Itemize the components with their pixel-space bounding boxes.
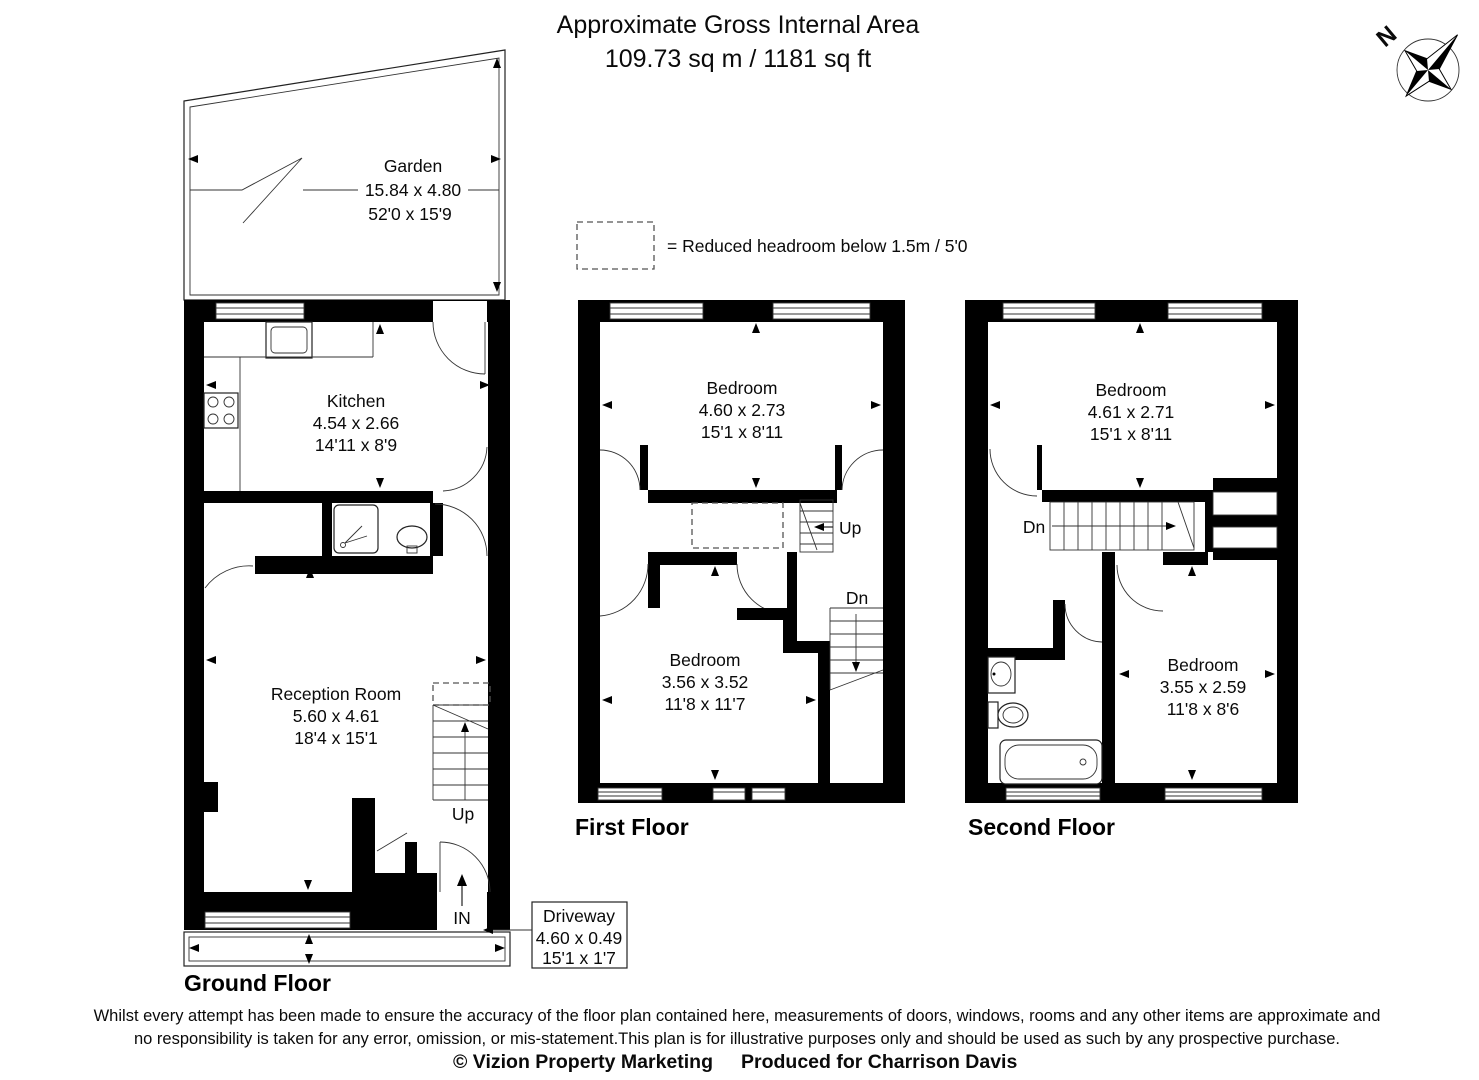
ground-stairs-up-label: Up — [451, 804, 475, 824]
hob-icon — [204, 393, 238, 428]
legend — [577, 222, 968, 269]
kitchen-bottom-wall — [204, 491, 433, 503]
first-floor-label: First Floor — [575, 814, 689, 840]
second-floor-label: Second Floor — [968, 814, 1115, 840]
first-stairs-up-label: Up — [839, 518, 862, 538]
first-bedroom-rear-metric: 3.56 x 3.52 — [661, 672, 749, 692]
ground-floor-label: Ground Floor — [184, 970, 331, 996]
copyright-credit: © Vizion Property Marketing — [453, 1051, 713, 1073]
second-bedroom-front-name: Bedroom — [1095, 380, 1167, 400]
kitchen-dims-metric: 4.54 x 2.66 — [312, 413, 400, 433]
kitchen-dims-imperial: 14'11 x 8'9 — [314, 435, 398, 455]
driveway-dims-metric: 4.60 x 0.49 — [535, 928, 623, 948]
garden-break-line — [190, 158, 302, 223]
compass-rose — [1372, 15, 1479, 115]
first-stairs-down-label: Dn — [845, 588, 869, 608]
dim-arrow-left — [188, 155, 198, 163]
legend-text: = Reduced headroom below 1.5m / 5'0 — [667, 236, 968, 256]
first-bedroom-rear-imperial: 11'8 x 11'7 — [664, 694, 746, 714]
kitchen-name: Kitchen — [326, 391, 386, 411]
second-bedroom-rear-name: Bedroom — [1167, 655, 1239, 675]
bathtub-icon — [1000, 740, 1102, 784]
footer — [94, 1007, 1381, 1073]
driveway-name: Driveway — [543, 906, 615, 926]
second-bedroom-front-metric: 4.61 x 2.71 — [1087, 402, 1175, 422]
second-bedroom-rear-metric: 3.55 x 2.59 — [1159, 677, 1247, 697]
driveway-dims-imperial: 15'1 x 1'7 — [542, 948, 616, 968]
first-bedroom-front-metric: 4.60 x 2.73 — [698, 400, 786, 420]
first-bedroom-front-imperial: 15'1 x 8'11 — [700, 422, 784, 442]
produced-credit: Produced for Charrison Davis — [741, 1051, 1018, 1073]
second-bedroom-front-imperial: 15'1 x 8'11 — [1089, 424, 1173, 444]
legend-dashed-box — [577, 222, 654, 269]
reception-window-icon — [205, 912, 350, 928]
second-floor-plan — [965, 300, 1298, 840]
driveway — [184, 932, 510, 966]
second-bedroom-rear-imperial: 11'8 x 8'6 — [1166, 699, 1240, 719]
disclaimer-line2: no responsibility is taken for any error, omission, or mis-statement.This plan is for illustrative purposes only and should be used as such by any prospective purchase. — [133, 1030, 1341, 1048]
reception-top-wall — [255, 556, 433, 574]
garden-dims-metric: 15.84 x 4.80 — [364, 180, 462, 200]
reception-dims-metric: 5.60 x 4.61 — [292, 706, 380, 726]
second-stairs-down-label: Dn — [1022, 517, 1046, 537]
entrance-label: IN — [453, 908, 471, 928]
title-block — [557, 11, 920, 73]
dim-arrow-right — [491, 155, 501, 163]
garden-name: Garden — [383, 156, 443, 176]
first-bedroom-rear-name: Bedroom — [669, 650, 741, 670]
first-floor-plan — [575, 300, 905, 840]
ground-floor-plan — [184, 300, 627, 996]
eaves-cupboards — [1210, 478, 1277, 560]
garden-outline — [184, 50, 505, 300]
shower-tray-icon — [334, 505, 378, 553]
reception-dims-imperial: 18'4 x 15'1 — [294, 728, 378, 748]
kitchen-sink-icon — [266, 322, 312, 358]
dim-arrow-down — [493, 282, 501, 292]
bathroom-basin-icon — [988, 657, 1015, 693]
kitchen-window-icon — [216, 303, 304, 319]
reception-name: Reception Room — [270, 684, 402, 704]
title-line1: Approximate Gross Internal Area — [556, 11, 920, 39]
garden-dims-imperial: 52'0 x 15'9 — [368, 204, 452, 224]
first-bedroom-front-name: Bedroom — [706, 378, 778, 398]
garden — [184, 50, 505, 300]
toilet-icon — [988, 702, 1028, 728]
second-divider-wall — [1102, 552, 1115, 783]
compass-north-label: N — [1371, 20, 1403, 53]
disclaimer-line1: Whilst every attempt has been made to ensure the accuracy of the floor plan contained here, measurements of doors, windows, rooms and any other items are approximate and — [93, 1007, 1381, 1025]
title-line2: 109.73 sq m / 1181 sq ft — [604, 45, 872, 73]
dim-arrow-up — [493, 58, 501, 68]
